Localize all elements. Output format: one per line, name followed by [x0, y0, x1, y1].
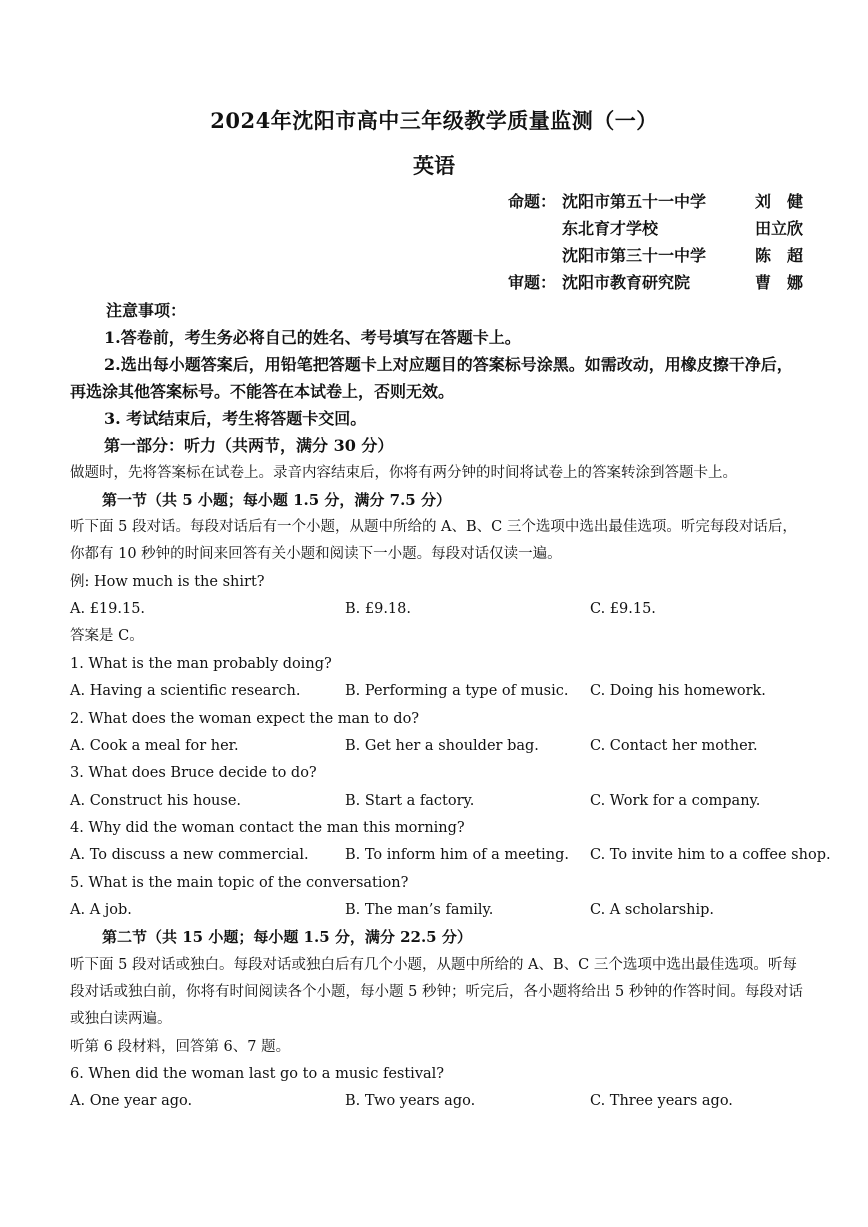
example-answer: 答案是 C。	[70, 628, 144, 644]
question-1-option-b: B. Performing a type of music.	[345, 683, 569, 699]
question-6-option-b: B. Two years ago.	[345, 1093, 476, 1109]
example-option-b: B. £9.18.	[345, 601, 411, 617]
note-item-3: 3. 考试结束后，考生将答题卡交回。	[104, 409, 367, 428]
part1-heading: 第一部分：听力（共两节，满分 30 分）	[104, 436, 394, 455]
credit-row	[508, 215, 803, 242]
credit-role: 命题：	[508, 192, 557, 211]
part1-intro: 做题时，先将答案标在试卷上。录音内容结束后，你将有两分钟的时间将试卷上的答案转涂到答题卡上。	[70, 465, 737, 481]
note-item-2: 2.选出每小题答案后，用铅笔把答题卡上对应题目的答案标号涂黑。如需改动，用橡皮擦干净后，再选涂其他答案标号。不能答在本试卷上，否则无效。	[70, 355, 793, 401]
question-5-option-c: C. A scholarship.	[590, 902, 715, 918]
credit-name: 田立欣	[754, 219, 803, 238]
credit-name: 陈 超	[754, 246, 803, 265]
credit-org: 沈阳市第三十一中学	[562, 246, 707, 265]
question-1-option-a: A. Having a scientific research.	[70, 683, 301, 699]
credit-org: 沈阳市第五十一中学	[562, 192, 707, 211]
example-question: 例: How much is the shirt?	[70, 574, 265, 590]
question-6: 6. When did the woman last go to a music festival?	[70, 1066, 445, 1082]
question-4-option-c: C. To invite him to a coffee shop.	[590, 847, 831, 863]
question-2-option-b: B. Get her a shoulder bag.	[345, 738, 539, 754]
question-4-option-b: B. To inform him of a meeting.	[345, 847, 570, 863]
credit-org: 沈阳市教育研究院	[562, 273, 691, 292]
credit-row	[508, 188, 803, 215]
credit-name: 曹 娜	[754, 273, 803, 292]
credits-block	[508, 188, 803, 296]
section2-heading: 第二节（共 15 小题；每小题 1.5 分，满分 22.5 分）	[102, 928, 472, 946]
credit-row	[508, 242, 803, 269]
question-5-option-b: B. The man’s family.	[345, 902, 494, 918]
notes-heading: 注意事项：	[106, 301, 187, 320]
section1-heading: 第一节（共 5 小题；每小题 1.5 分，满分 7.5 分）	[102, 491, 451, 509]
question-2: 2. What does the woman expect the man to do?	[70, 711, 420, 727]
question-1: 1. What is the man probably doing?	[70, 656, 332, 672]
question-5: 5. What is the main topic of the conversation?	[70, 875, 409, 891]
question-2-option-a: A. Cook a meal for her.	[70, 738, 239, 754]
question-3-option-b: B. Start a factory.	[345, 793, 475, 809]
question-6-option-a: A. One year ago.	[70, 1093, 193, 1109]
question-4: 4. Why did the woman contact the man this morning?	[70, 820, 465, 836]
subject-title: 英语	[413, 153, 455, 178]
question-4-option-a: A. To discuss a new commercial.	[70, 847, 309, 863]
question-6-option-c: C. Three years ago.	[590, 1093, 733, 1109]
section2-intro: 听下面 5 段对话或独白。每段对话或独白后有几个小题，从题中所给的 A、B、C 三个选项中选出最佳选项。听每段对话或独白前，你将有时间阅读各个小题，每小题 5 秒钟；听完后，各小题将给出 5 秒钟的作答时间。每段对话或独白读两遍。	[70, 957, 803, 1027]
question-3: 3. What does Bruce decide to do?	[70, 765, 317, 781]
example-option-a: A. £19.15.	[70, 601, 146, 617]
question-3-option-a: A. Construct his house.	[70, 793, 242, 809]
section1-intro: 听下面 5 段对话。每段对话后有一个小题，从题中所给的 A、B、C 三个选项中选出最佳选项。听完每段对话后，你都有 10 秒钟的时间来回答有关小题和阅读下一小题。每段对话仅读一遍。	[70, 519, 797, 562]
question-1-option-c: C. Doing his homework.	[590, 683, 766, 699]
material-6-note: 听第 6 段材料，回答第 6、7 题。	[70, 1039, 291, 1055]
question-3-option-c: C. Work for a company.	[590, 793, 761, 809]
note-item-1: 1.答卷前，考生务必将自己的姓名、考号填写在答题卡上。	[104, 328, 521, 347]
exam-title: 2024年沈阳市高中三年级教学质量监测（一）	[210, 108, 658, 133]
question-5-option-a: A. A job.	[70, 902, 132, 918]
credit-role: 审题：	[508, 273, 557, 292]
credit-org: 东北育才学校	[562, 219, 659, 238]
question-2-option-c: C. Contact her mother.	[590, 738, 758, 754]
credit-name: 刘 健	[754, 192, 803, 211]
example-option-c: C. £9.15.	[590, 601, 656, 617]
credit-row	[508, 269, 803, 296]
